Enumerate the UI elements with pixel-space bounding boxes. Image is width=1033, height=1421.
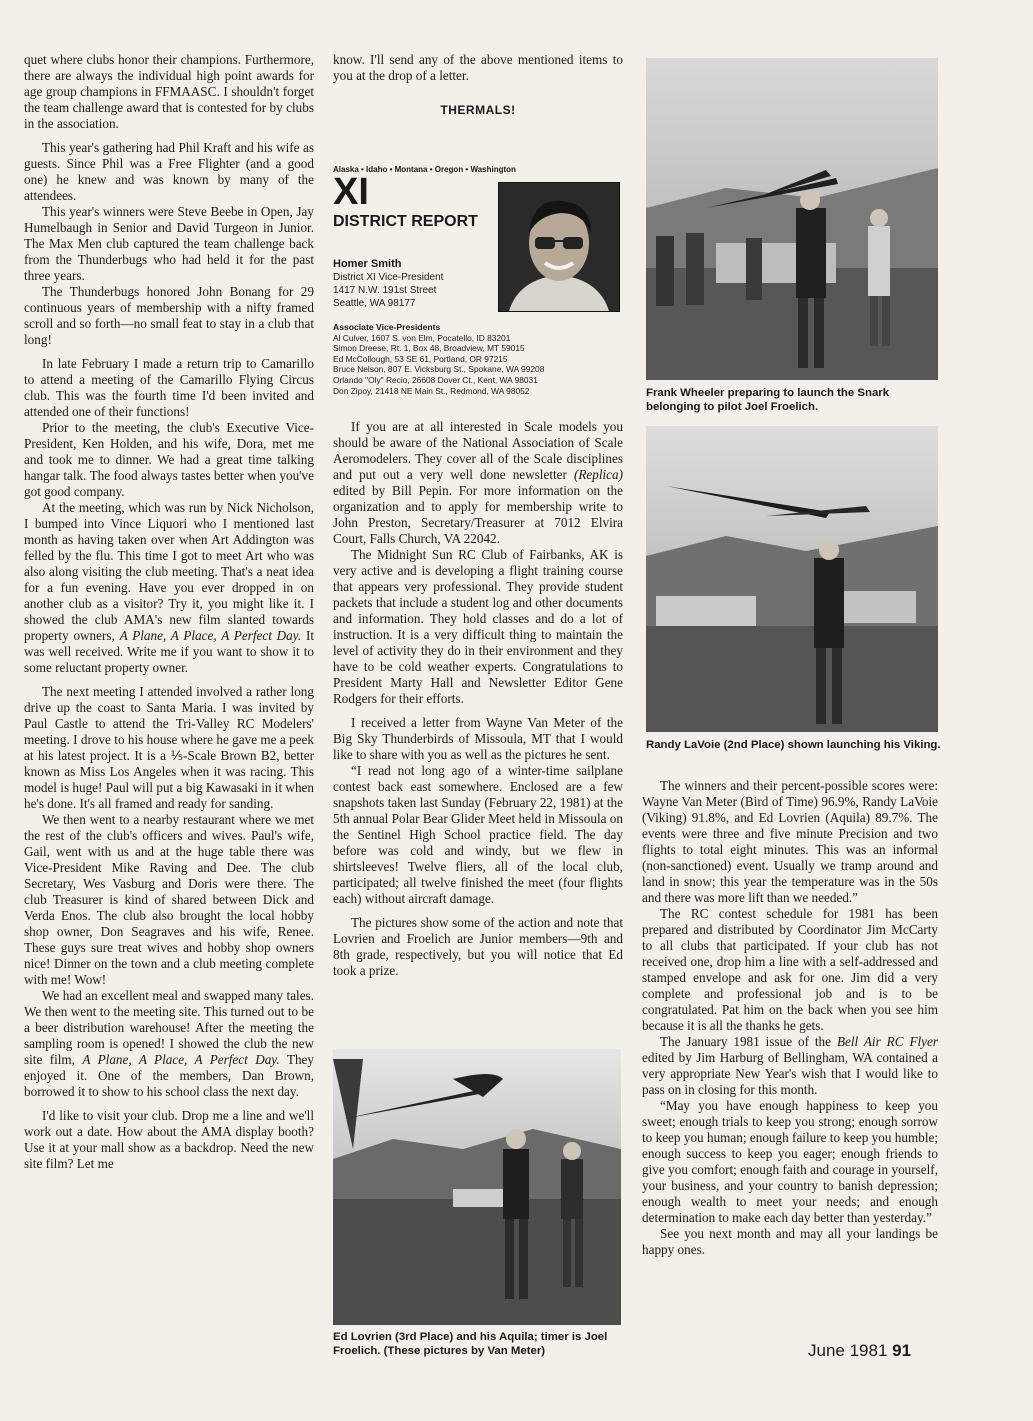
thermals-heading: THERMALS! bbox=[440, 103, 516, 117]
paragraph: This year's winners were Steve Beebe in Open, Jay Humelbaugh in Senior and David Turgeon in Junior. The Max Men club captured the team challenge back from the Thunderbugs who had held it for the past three years. bbox=[24, 204, 314, 283]
district-report-title: DISTRICT REPORT bbox=[333, 213, 478, 230]
photo-wheeler-snark bbox=[646, 58, 938, 380]
film-title: A Plane, A Place, A Perfect Day. bbox=[82, 1052, 280, 1067]
paragraph: know. I'll send any of the above mentioned items to you at the drop of a letter. bbox=[333, 52, 623, 83]
paragraph bbox=[642, 1034, 938, 1098]
film-title: A Plane, A Place, A Perfect Day. bbox=[119, 628, 302, 643]
text: They enjoyed it. One of the members, Dan Brown, borrowed it to show to his school class the next day. bbox=[24, 1052, 315, 1099]
paragraph: In late February I made a return trip to Camarillo to attend a meeting of the Camarillo Flying Circus club. This was the fourth time I'd been invited and attended one of their functions! bbox=[24, 356, 314, 419]
paragraph: The pictures show some of the action and note that Lovrien and Froelich are Junior members—9th and 8th grade, respectively, but you will notice that Ed took a prize. bbox=[333, 915, 623, 978]
paragraph: The Thunderbugs honored John Bonang for 29 continuous years of membership with a nifty framed scroll and so forth—no small feat to stay in a club that long! bbox=[24, 284, 314, 347]
photo-caption: Frank Wheeler preparing to launch the Snark belonging to pilot Joel Froelich. bbox=[646, 387, 890, 413]
text: The January 1981 issue of the bbox=[660, 1034, 832, 1049]
assoc-entry: Don Zipoy, 21418 NE Main St., Redmond, WA 98052 bbox=[333, 385, 530, 396]
photo-image bbox=[646, 426, 938, 732]
assoc-entry: Ed McCollough, 53 SE 61, Portland, OR 97215 bbox=[333, 353, 508, 364]
district-states: Alaska • Idaho • Montana • Oregon • Washington bbox=[333, 165, 516, 174]
assoc-entry: Bruce Nelson, 807 E. Vicksburg St., Spokane, WA 99208 bbox=[333, 364, 545, 375]
portrait-image bbox=[499, 183, 619, 311]
paragraph: “I read not long ago of a winter-time sailplane contest back east somewhere. Enclosed are a few snapshots taken last Sunday (February 22, 1981) at the 5th annual Polar Bear Glider Meet held in Missoula on the Sentinel High School practice field. The day before was cold and windy, but we flew in shirtsleeves! Twelve fliers, all of the local club, participated; all twelve finished the meet (four flights each) without aircraft damage. bbox=[333, 763, 623, 906]
column-1 bbox=[24, 52, 314, 1172]
text: It was well received. Write me if you want to show it to some reluctant property owner. bbox=[24, 628, 315, 675]
text: We had an excellent meal and swapped many tales. We then went to the meeting site. This turned out to be a beer distribution warehouse! After the meeting the sampling room is opened! I showed the club the new site film, bbox=[24, 988, 314, 1067]
vp-address: 1417 N.W. 191st Street bbox=[333, 285, 437, 296]
text: edited by Bill Pepin. For more information on the organization and to apply for membership write to John Preston, Secretary/Treasurer at 7012 Elvira Court, Falls Church, VA 22042. bbox=[333, 483, 623, 546]
portrait-photo bbox=[498, 182, 620, 312]
column-3 bbox=[642, 52, 941, 1372]
photo-image bbox=[333, 1049, 621, 1325]
publication-title: (Replica) bbox=[573, 467, 623, 482]
text: At the meeting, which was run by Nick Nicholson, I bumped into Vince Liquori who I mentioned last month as having taken over when Art Addington was felled by the flu. This time I got to meet Art who was also along visiting the club meeting. That's a neat idea for a fun evening. Have you ever dropped in on another club as a visitor? Try it, you might like it. I showed the club AMA's new film slanted towards property owners, bbox=[24, 500, 314, 643]
vp-city: Seattle, WA 98177 bbox=[333, 298, 416, 309]
paragraph: “May you have enough happiness to keep you sweet; enough trials to keep you strong; enough sorrow to keep you human; enough failure to keep you humble; enough success to keep you eager; enough friends to give you comfort; enough faith and courage in yourself, your business, and your country to banish depression; enough wealth to meet your needs; and enough determination to make each day better than yesterday.” bbox=[642, 1098, 938, 1225]
vice-president-block bbox=[333, 258, 443, 310]
paragraph: Prior to the meeting, the club's Executive Vice-President, Ken Holden, and his wife, Dora, met me and took me to dinner. We had a great time talking hangar talk. The food always tastes better when you've got good company. bbox=[24, 420, 314, 499]
column-2-text bbox=[333, 419, 623, 979]
photo-lavoie-viking bbox=[646, 426, 938, 732]
paragraph: This year's gathering had Phil Kraft and his wife as guests. Since Phil was a Free Flighter (and a good one) he knew and was known by many of the attendees. bbox=[24, 140, 314, 203]
photo-caption: Randy LaVoie (2nd Place) shown launching his Viking. bbox=[646, 739, 941, 751]
photo-caption: Ed Lovrien (3rd Place) and his Aquila; timer is Joel Froelich. (These pictures by Van Meter) bbox=[333, 1331, 608, 1357]
paragraph: The next meeting I attended involved a rather long drive up the coast to Santa Maria. I was invited by Paul Castle to attend the Tri-Valley RC Modelers' meeting. I drove to his house where he gave me a peek at his latest project. It is a ⅕-Scale Brown B2, better known as Miss Los Angeles when it was racing. This model is huge! Paul will put a big Kawasaki in it when he's done. It's all framed and ready for sanding. bbox=[24, 684, 314, 811]
paragraph: I received a letter from Wayne Van Meter of the Big Sky Thunderbirds of Missoula, MT that I would like to share with you as well as the pictures he sent. bbox=[333, 715, 623, 762]
issue-date: June 1981 bbox=[808, 1341, 888, 1360]
paragraph: The Midnight Sun RC Club of Fairbanks, AK is very active and is developing a flight training course that appears very professional. They provide student packets that include a student log and other documents and information. They hold classes and do a lot of instruction. It is a very difficult thing to maintain the level of activity they do in their environment and they have to be cold weather experts. Congratulations to President Marty Hall and Newsletter Editor Gene Rodgers for their efforts. bbox=[333, 547, 623, 706]
paragraph bbox=[24, 500, 314, 676]
assoc-entry: Simon Dreese, Rt. 1, Box 48, Broadview, MT 59015 bbox=[333, 343, 525, 354]
paragraph: See you next month and may all your landings be happy ones. bbox=[642, 1226, 938, 1257]
assoc-entry: Al Culver, 1607 S. von Elm, Pocatello, ID 83201 bbox=[333, 332, 511, 343]
page-number: 91 bbox=[892, 1341, 912, 1360]
paragraph: We then went to a nearby restaurant where we met the rest of the club's officers and wives. Paul's wife, Gail, went with us and at the huge table there was Vice-President Mike Raving and Dee. The club Secretary, Wes Vasburg and Doris were there. The club Treasurer is kind of shared between Dick and Verda Enos. The club also brought the local hobby shop owner, Don Seagraves and his wife, Renee. These guys sure treat wives and hobby shop owners nice! Dinner on the town and a club meeting complete with me! Wow! bbox=[24, 812, 314, 987]
paragraph bbox=[333, 419, 623, 547]
text: edited by Jim Harburg of Bellingham, WA contained a very appropriate New Year's wish that I would like to pass on in closing for this month. bbox=[642, 1050, 938, 1097]
paragraph: I'd like to visit your club. Drop me a line and we'll work out a date. How about the AMA display booth? Use it at your mall show as a backdrop. Need the new site film? Let me bbox=[24, 1108, 314, 1171]
vp-name: Homer Smith bbox=[333, 258, 402, 270]
paragraph: The winners and their percent-possible scores were: Wayne Van Meter (Bird of Time) 96.9%, Randy LaVoie (Viking) 91.8%, and Ed Lovrien (Aquila) 89.7%. The events were three and five minute Precision and two flights to total eight minutes. This was an informal (non-sanctioned) event. Usually we tramp around and land in snow; this year the temperature was in the 50s and there was more lift than we needed.” bbox=[642, 778, 938, 905]
assoc-entry: Orlando "Oly" Recio, 26608 Dover Ct., Kent, WA 98031 bbox=[333, 374, 538, 385]
column-3-text bbox=[642, 778, 938, 1258]
associate-vice-presidents bbox=[333, 322, 544, 396]
page-footer bbox=[808, 1341, 911, 1361]
photo-lovrien-aquila bbox=[333, 1049, 621, 1325]
paragraph bbox=[24, 988, 314, 1100]
vp-title: District XI Vice-President bbox=[333, 272, 444, 283]
column-2 bbox=[333, 52, 623, 1372]
text: If you are at all interested in Scale models you should be aware of the National Association of Scale Aeromodelers. They cover all of the Scale disciplines and put out a very well done newsletter bbox=[333, 419, 623, 482]
district-number: XI bbox=[333, 171, 369, 213]
photo-image bbox=[646, 58, 938, 380]
assoc-title: Associate Vice-Presidents bbox=[333, 322, 441, 332]
paragraph: The RC contest schedule for 1981 has been prepared and distributed by Coordinator Jim McCarty to all clubs that participated. If your club has not received one, drop him a line with a self-addressed and stamped envelope and ask for one. Jim did a very complete and professional job and is to be congratulated. Pat him on the back when you see him because it is all the thanks he gets. bbox=[642, 906, 938, 1033]
paragraph: quet where clubs honor their champions. Furthermore, there are always the individual high point awards for age group champions in FFMAASC. I shouldn't forget the team challenge award that is contested for by clubs in the association. bbox=[24, 52, 314, 131]
publication-title: Bell Air RC Flyer bbox=[836, 1034, 938, 1049]
